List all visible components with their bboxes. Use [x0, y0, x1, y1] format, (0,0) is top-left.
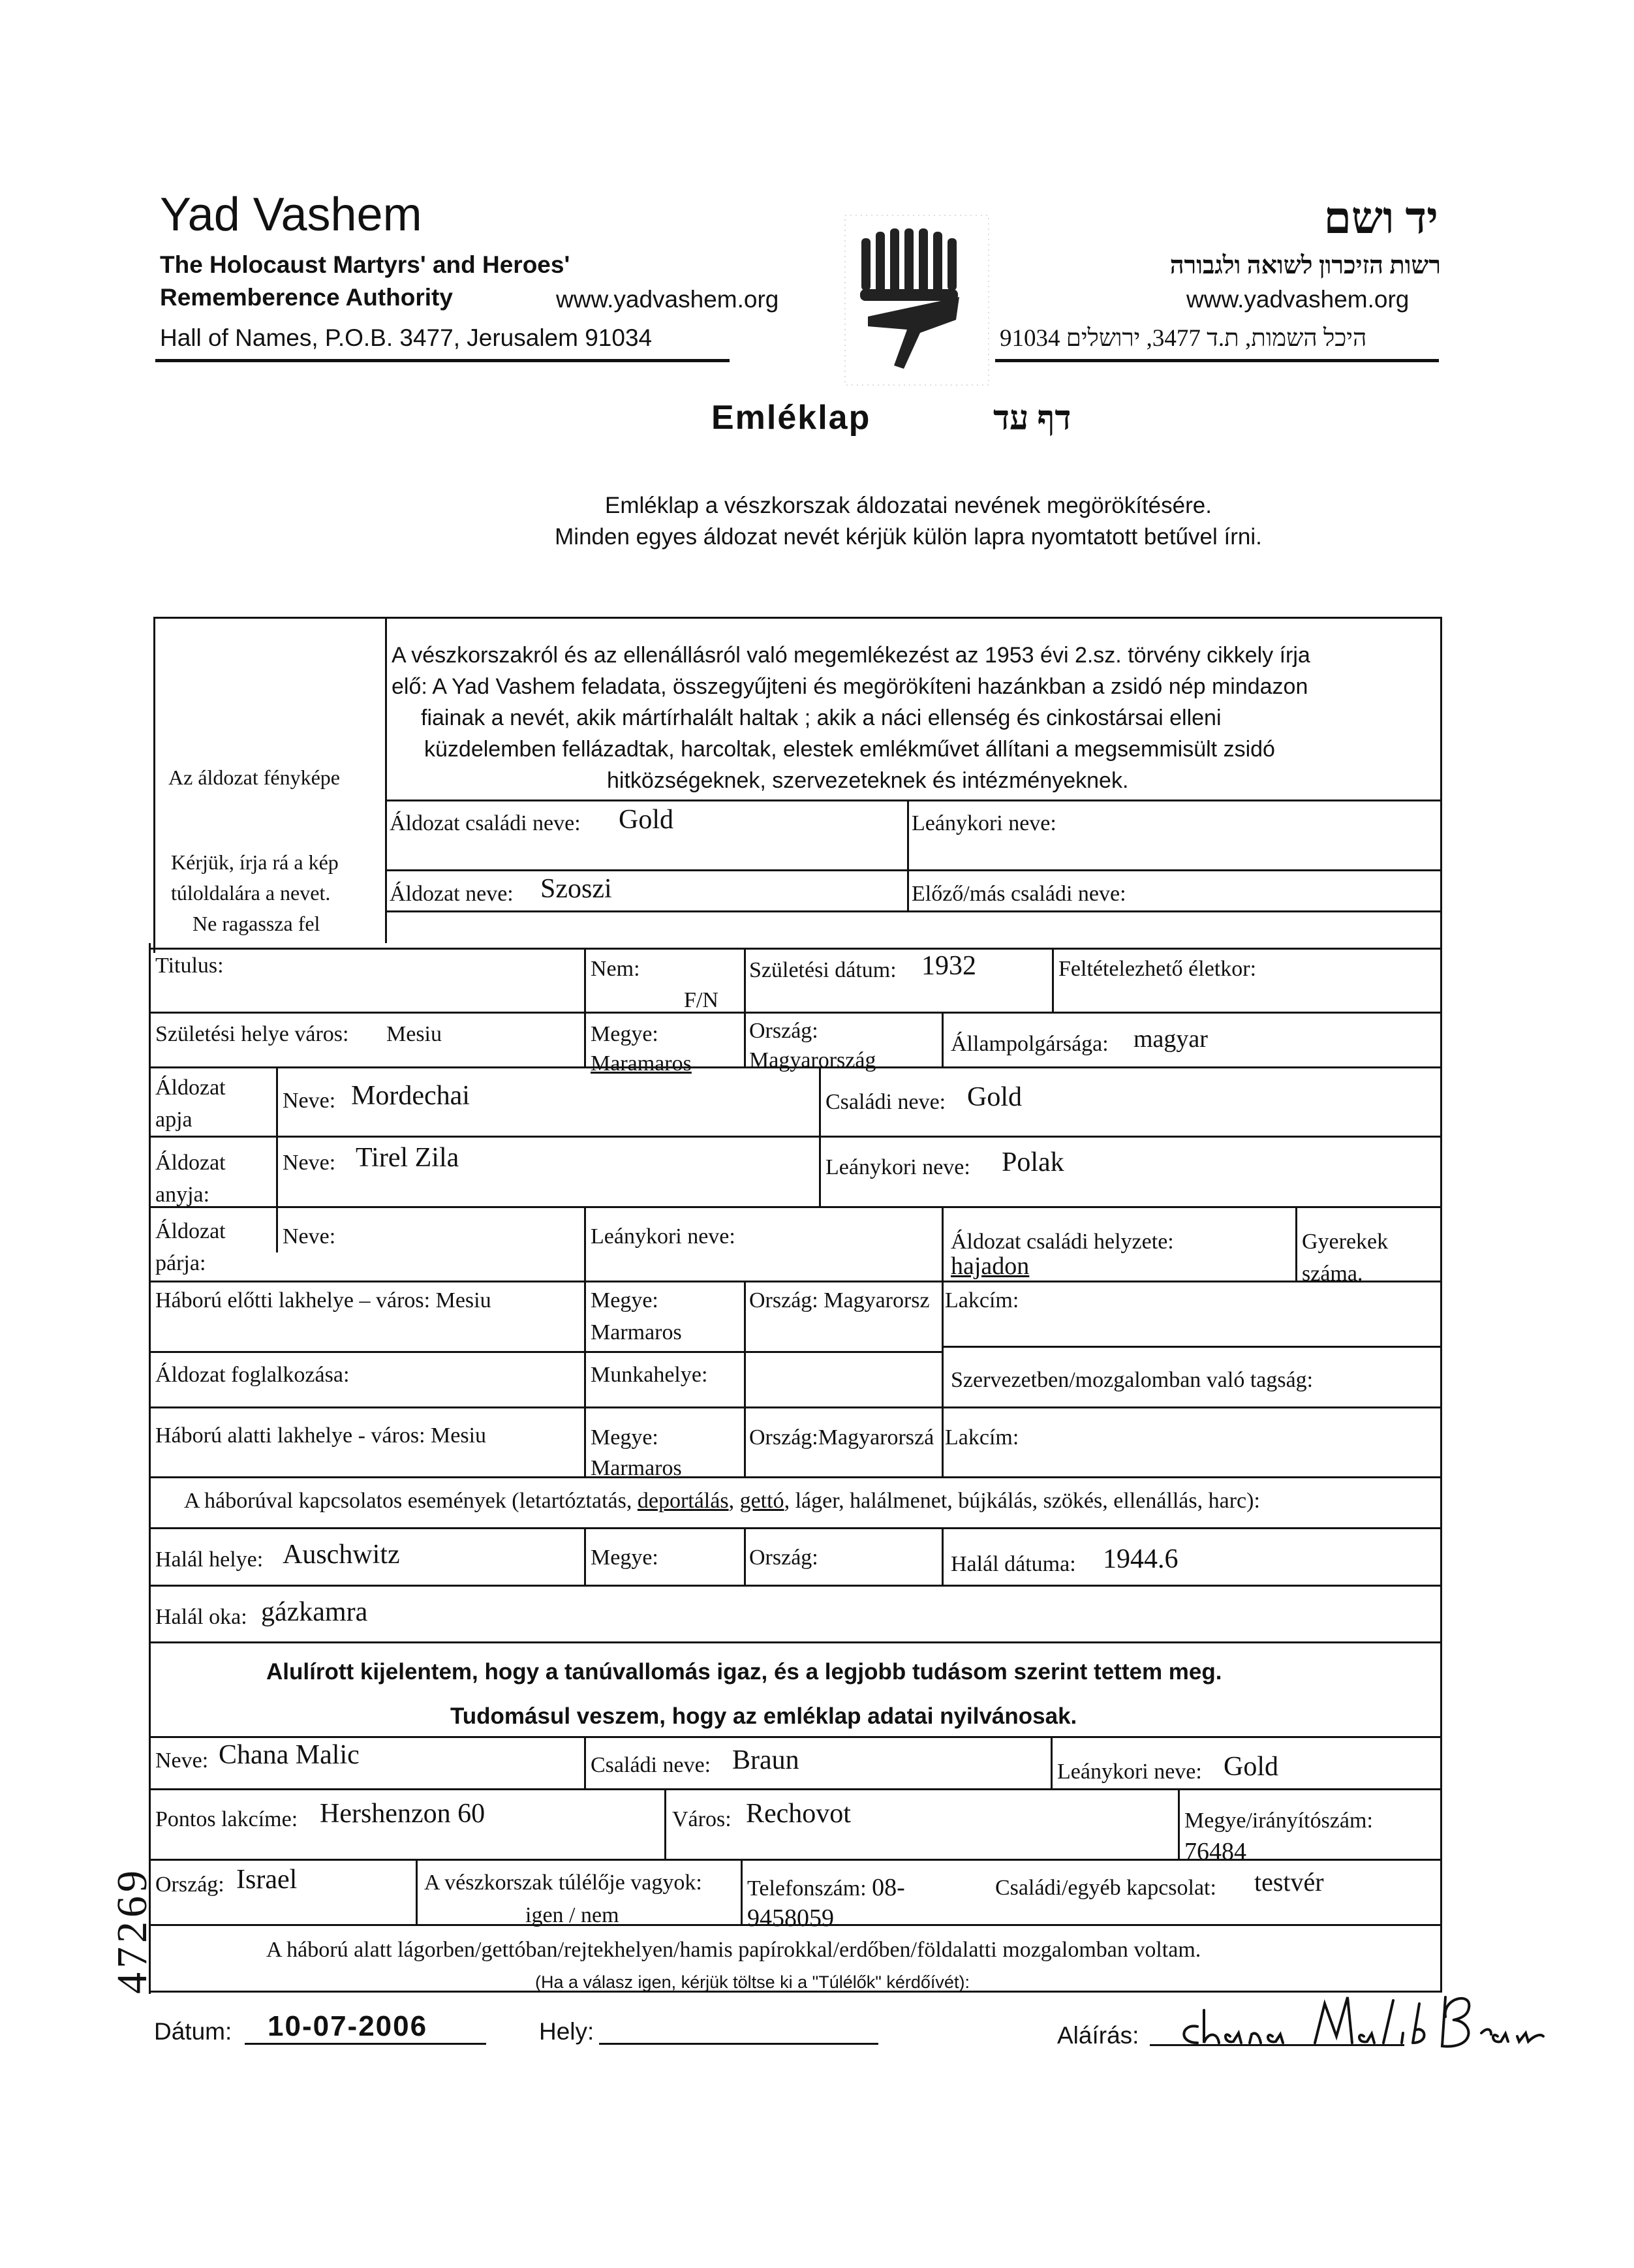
father-name-value[interactable]: Mordechai — [351, 1081, 470, 1111]
survivor-note-1: A háború alatt lágorben/gettóban/rejtekhelyen/hamis papírokkal/erdőben/földalatti mozgalomban voltam. — [266, 1938, 1201, 1962]
submitter-maiden-value[interactable]: Gold — [1224, 1752, 1278, 1782]
birth-city-label: Születési helye város: — [155, 1022, 349, 1046]
survivor-label: A vészkorszak túlélője vagyok: — [424, 1871, 702, 1895]
submitter-zip-value[interactable]: 76484 — [1184, 1838, 1246, 1865]
birth-country-label: Ország: — [749, 1019, 818, 1043]
submitter-surname-label: Családi neve: — [591, 1753, 711, 1777]
relation-value[interactable]: testvér — [1254, 1867, 1324, 1897]
submitter-maiden-label: Leánykori neve: — [1057, 1760, 1202, 1784]
death-place-value[interactable]: Auschwitz — [283, 1540, 400, 1570]
submitter-name-value[interactable]: Chana Malic — [219, 1740, 360, 1770]
prewar-county-value[interactable]: Marmaros — [591, 1320, 682, 1344]
dob-value[interactable]: 1932 — [921, 951, 976, 981]
phone-label: Telefonszám: 08- — [747, 1874, 905, 1901]
occupation-label: Áldozat foglalkozása: — [155, 1363, 350, 1387]
death-cause-label: Halál oka: — [155, 1605, 247, 1629]
org-address: Hall of Names, P.O.B. 3477, Jerusalem 91034 — [160, 324, 653, 351]
victim-prev-label: Előző/más családi neve: — [912, 882, 1126, 906]
survivor-options[interactable]: igen / nem — [525, 1903, 619, 1927]
hebrew-website: www.yadvashem.org — [1186, 286, 1410, 313]
phone-value-1[interactable]: 08- — [872, 1874, 905, 1901]
submitter-city-label: Város: — [672, 1807, 732, 1831]
signature-label: Aláírás: — [1057, 2022, 1139, 2049]
death-county-label: Megye: — [591, 1546, 658, 1570]
workplace-label: Munkahelye: — [591, 1363, 708, 1387]
age-label: Feltételezhető életkor: — [1058, 957, 1257, 981]
header-rule-left — [155, 359, 730, 362]
relation-label: Családi/egyéb kapcsolat: — [995, 1876, 1216, 1900]
spouse-maiden-label: Leánykori neve: — [591, 1224, 735, 1249]
law-text-3: fiainak a nevét, akik mártírhalált haltak ; akik a náci ellenség és cinkostársai elleni — [421, 706, 1222, 730]
death-date-value[interactable]: 1944.6 — [1103, 1544, 1179, 1574]
declaration-line2: Tudomásul veszem, hogy az emléklap adatai nyilvánosak. — [450, 1703, 1077, 1729]
victim-first-label: Áldozat neve: — [390, 882, 514, 906]
date-label: Dátum: — [154, 2018, 232, 2045]
place-underline[interactable] — [599, 2043, 878, 2045]
title-he: דף עד — [993, 400, 1071, 437]
submitter-city-value[interactable]: Rechovot — [746, 1799, 851, 1829]
victim-surname-label: Áldozat családi neve: — [390, 811, 581, 835]
victim-surname-value[interactable]: Gold — [619, 805, 673, 835]
hebrew-address: היכל השמות, ת.ד 3477, ירושלים 91034 — [1000, 325, 1367, 352]
declaration-line1: Alulírott kijelentem, hogy a tanúvallomás igaz, és a legjobb tudásom szerint tettem meg. — [266, 1659, 1222, 1685]
death-cause-value[interactable]: gázkamra — [261, 1597, 368, 1627]
titulus-label: Titulus: — [155, 954, 224, 978]
place-label: Hely: — [539, 2018, 594, 2045]
victim-first-value[interactable]: Szoszi — [540, 874, 612, 904]
citizenship-value[interactable]: magyar — [1133, 1025, 1208, 1053]
victim-maiden-label: Leánykori neve: — [912, 811, 1056, 835]
wartime-country: Ország:Magyarorszá — [749, 1425, 934, 1450]
intro-line1: Emléklap a vészkorszak áldozatai nevének megörökítésére. — [605, 493, 1212, 518]
wartime-label: Háború alatti lakhelye - város: Mesiu — [155, 1423, 487, 1448]
citizenship-label: Állampolgársága: — [951, 1032, 1109, 1056]
submitter-country-label: Ország: — [155, 1872, 224, 1897]
org-name: Yad Vashem — [160, 189, 422, 241]
birth-city-value[interactable]: Mesiu — [386, 1022, 442, 1046]
submitter-name-label: Neve: — [155, 1748, 209, 1773]
photo-note-2: túloldalára a nevet. — [171, 881, 331, 905]
law-text-4: küzdelemben fellázadtak, harcoltak, elestek emlékművet állítani a megsemmisült zsidó — [424, 737, 1275, 762]
prewar-city[interactable]: Mesiu — [435, 1288, 491, 1313]
header-rule-right — [995, 359, 1439, 362]
sex-label: Nem: — [591, 957, 640, 981]
law-text-1: A vészkorszakról és az ellenállásról való megemlékezést az 1953 évi 2.sz. törvény cikkely írja — [392, 643, 1310, 668]
date-underline — [245, 2043, 486, 2045]
wartime-city[interactable]: Mesiu — [431, 1423, 487, 1448]
death-country-label: Ország: — [749, 1546, 818, 1570]
signature — [1168, 1971, 1592, 2069]
submitter-address-value[interactable]: Hershenzon 60 — [320, 1799, 486, 1829]
dob-label: Születési dátum: — [749, 958, 897, 982]
events-label: A háborúval kapcsolatos események (letartóztatás, deportálás, gettó, láger, halálmenet, bújkálás, szökés, ellenállás, harc): — [184, 1489, 1260, 1513]
mother-maiden-label: Leánykori neve: — [825, 1155, 970, 1179]
mother-label: Áldozat anyja: — [155, 1151, 226, 1207]
death-date-label: Halál dátuma: — [951, 1552, 1076, 1576]
father-surname-value[interactable]: Gold — [967, 1082, 1022, 1112]
status-value[interactable]: hajadon — [951, 1252, 1030, 1280]
membership-label: Szervezetben/mozgalomban való tagság: — [951, 1368, 1314, 1392]
org-website: www.yadvashem.org — [556, 286, 779, 313]
sex-options[interactable]: F/N — [684, 988, 718, 1012]
intro-line2: Minden egyes áldozat nevét kérjük külön lapra nyomtatott betűvel írni. — [555, 524, 1262, 550]
prewar-address-label: Lakcím: — [945, 1288, 1019, 1313]
mother-name-label: Neve: — [283, 1151, 336, 1175]
phone-value-2[interactable]: 9458059 — [747, 1904, 834, 1932]
prewar-label: Háború előtti lakhelye – város: Mesiu — [155, 1288, 491, 1313]
children-label: Gyerekek száma. — [1302, 1230, 1389, 1286]
birth-country-value[interactable]: Magyarország — [749, 1048, 876, 1072]
submitter-zip-label: Megye/irányítószám: — [1184, 1809, 1373, 1833]
wartime-address-label: Lakcím: — [945, 1425, 1019, 1450]
prewar-county-label: Megye: — [591, 1288, 658, 1313]
spouse-label: Áldozat párja: — [155, 1219, 226, 1276]
org-line2: Rememberence Authority — [160, 284, 453, 311]
father-surname-label: Családi neve: — [825, 1090, 946, 1114]
law-text-2: elő: A Yad Vashem feladata, összegyűjteni és megörökíteni hazánkban a zsidó nép mindazon — [392, 674, 1308, 699]
mother-maiden-value[interactable]: Polak — [1002, 1147, 1064, 1177]
title-hu: Emléklap — [711, 399, 871, 437]
photo-note-1: Kérjük, írja rá a kép — [171, 850, 339, 874]
status-label: Áldozat családi helyzete: — [951, 1230, 1174, 1254]
mother-name-value[interactable]: Tirel Zila — [356, 1143, 459, 1173]
submitter-surname-value[interactable]: Braun — [732, 1745, 799, 1775]
father-name-label: Neve: — [283, 1089, 336, 1113]
wartime-county-label: Megye: — [591, 1425, 658, 1450]
photo-note-3: Ne ragassza fel — [193, 912, 320, 935]
wartime-county-value[interactable]: Marmaros — [591, 1456, 682, 1480]
father-label: Áldozat apja — [155, 1076, 226, 1132]
prewar-country: Ország: Magyarorsz — [749, 1288, 930, 1313]
death-place-label: Halál helye: — [155, 1547, 264, 1572]
birth-county-value[interactable]: Maramaros — [591, 1051, 692, 1076]
hebrew-line1: רשות הזיכרון לשואה ולגבורה — [1169, 252, 1441, 279]
date-value[interactable]: 10-07-2006 — [268, 2010, 428, 2042]
spouse-name-label: Neve: — [283, 1224, 336, 1249]
law-text-5: hitközségeknek, szervezeteknek és intézményeknek. — [607, 768, 1129, 793]
survivor-note-2: (Ha a válasz igen, kérjük töltse ki a "Túlélők" kérdőívét): — [535, 1972, 970, 1992]
photo-label: Az áldozat fényképe — [168, 766, 340, 789]
org-line1: The Holocaust Martyrs' and Heroes' — [160, 251, 570, 278]
submitter-address-label: Pontos lakcíme: — [155, 1807, 298, 1831]
birth-county-label: Megye: — [591, 1022, 658, 1046]
hebrew-name: יד ושם — [1323, 193, 1438, 243]
submitter-country-value[interactable]: Israel — [236, 1865, 298, 1895]
yad-vashem-logo — [842, 212, 992, 388]
